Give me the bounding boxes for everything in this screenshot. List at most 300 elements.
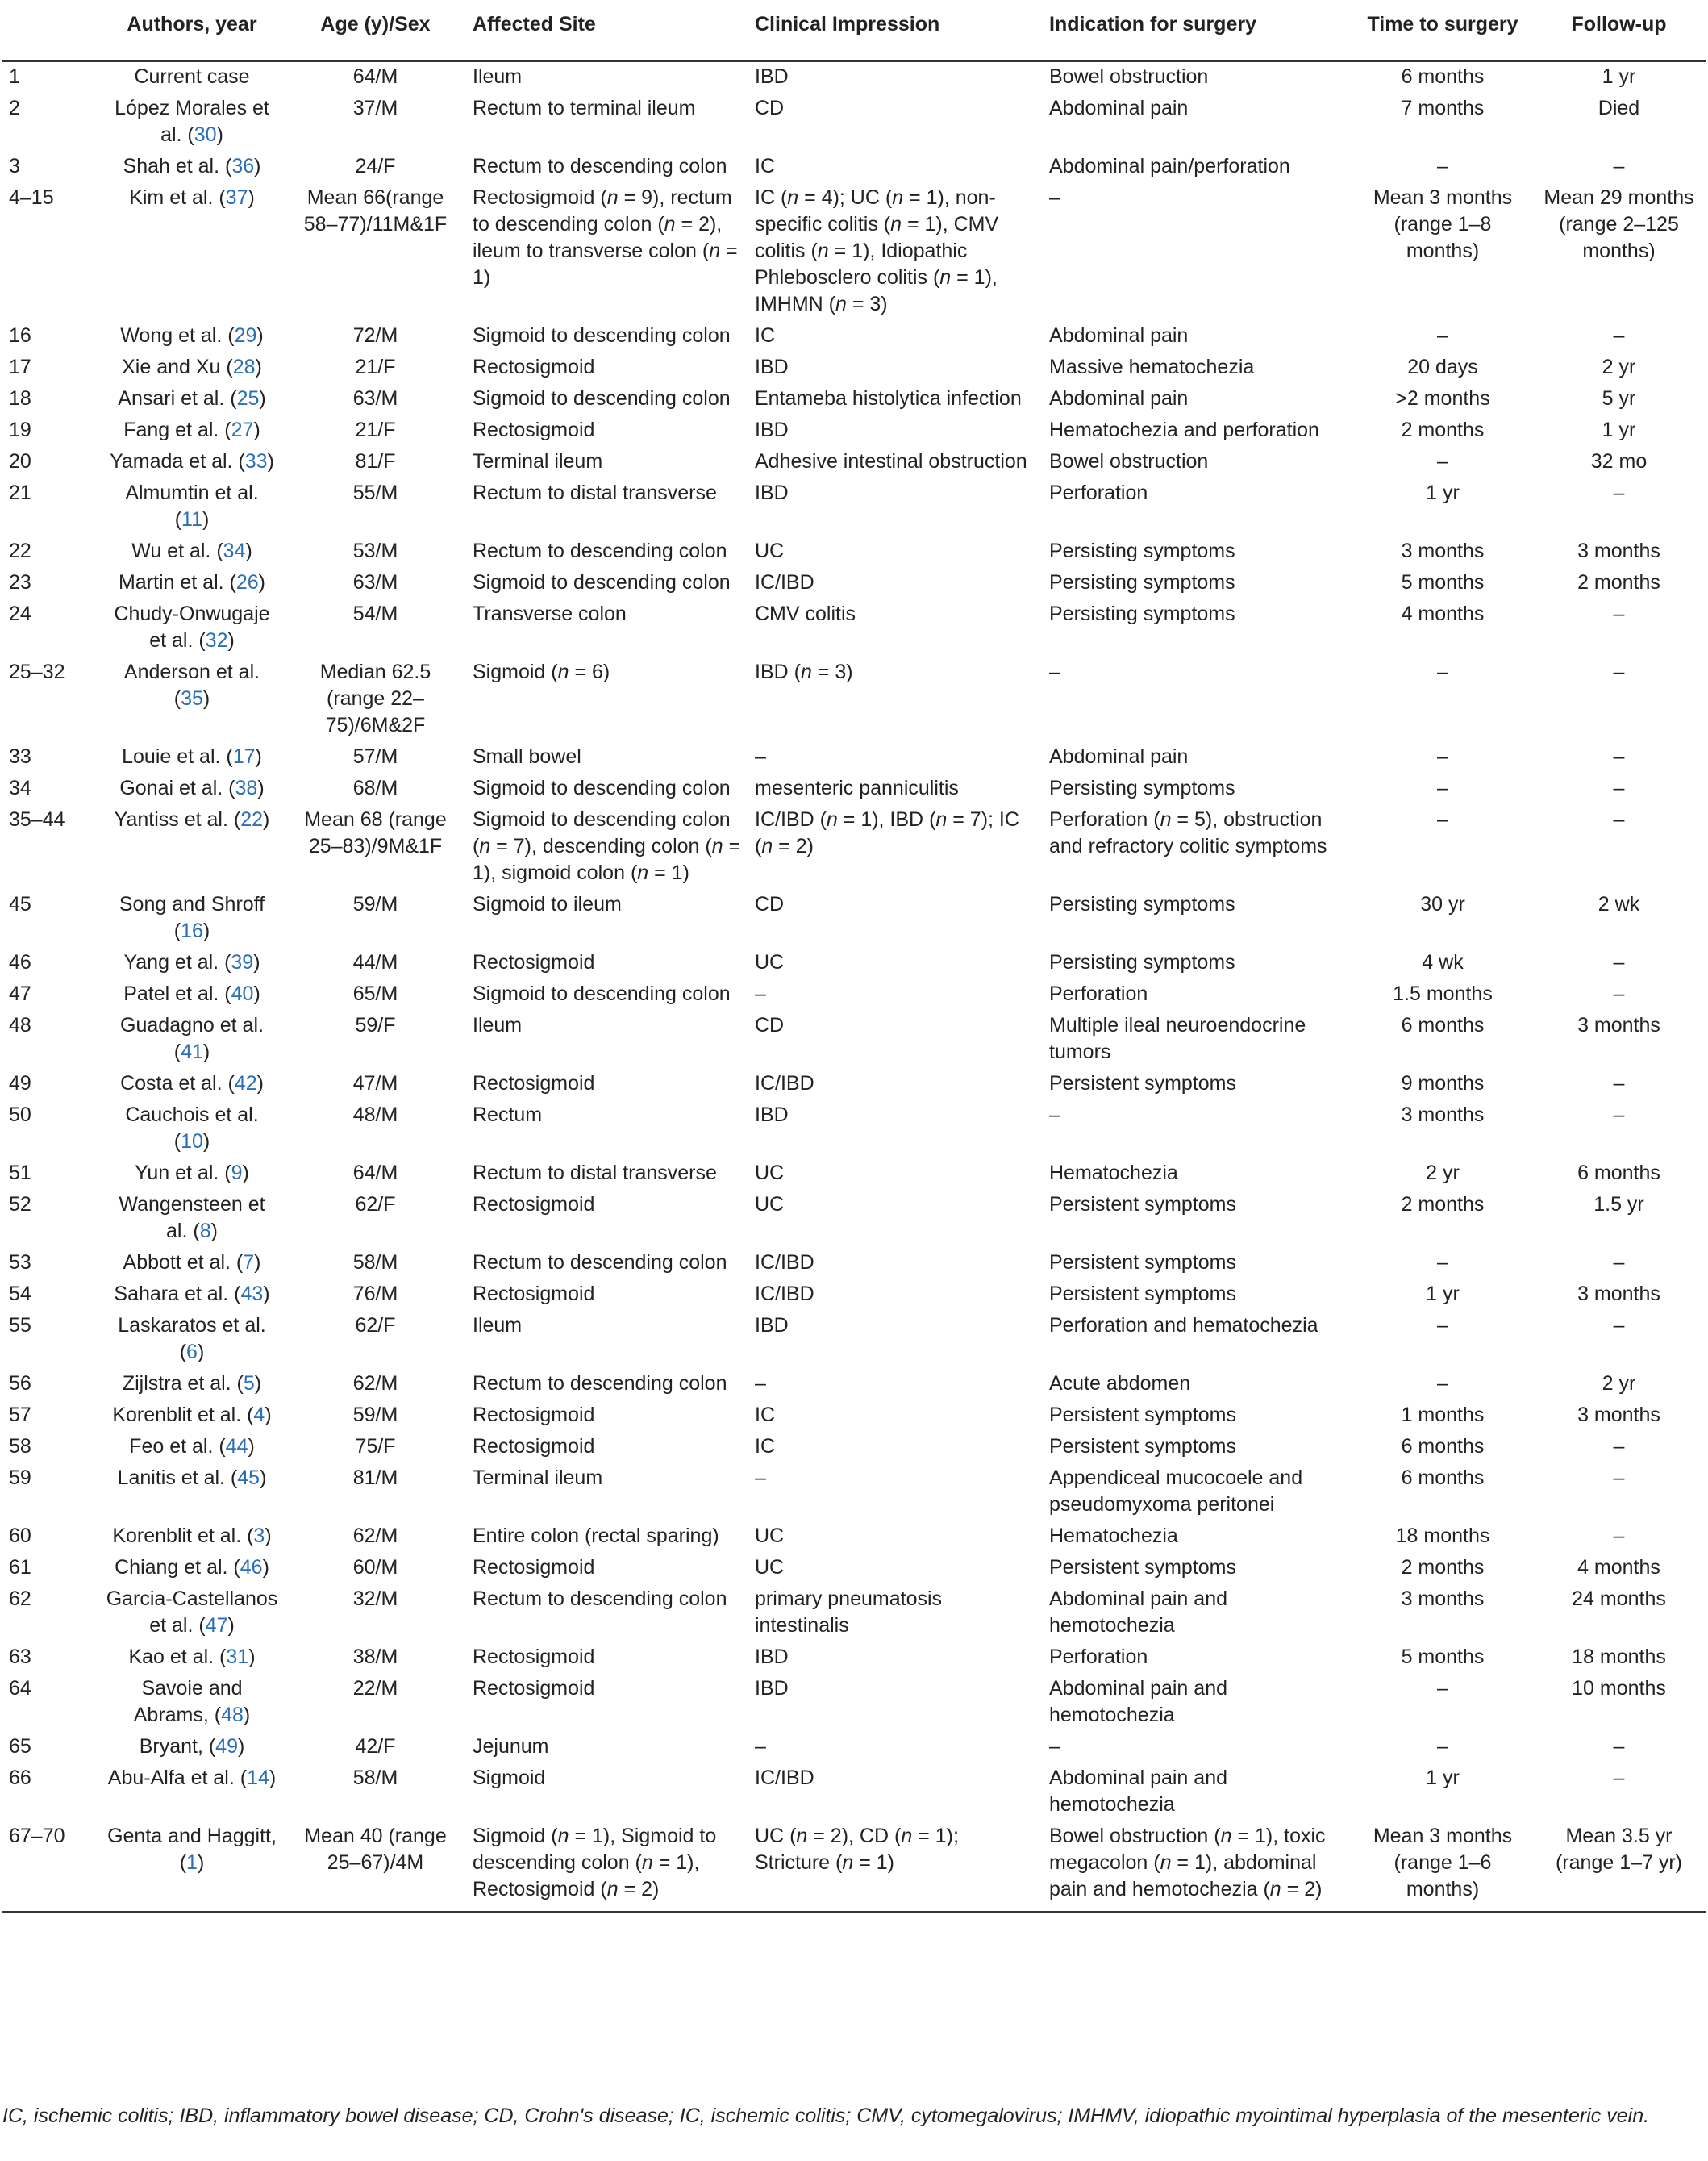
affected-site-cell: Terminal ileum — [473, 450, 603, 473]
author-cell — [99, 774, 285, 805]
age-sex-cell: 21/F — [355, 419, 396, 441]
author-cell — [99, 1821, 285, 1912]
reference-link[interactable]: 6 — [186, 1341, 198, 1363]
author-cell — [99, 568, 285, 599]
table-row — [2, 1069, 1706, 1100]
follow-up-cell: 3 months — [1577, 1014, 1660, 1037]
author-cell — [99, 1584, 285, 1642]
time-to-surgery-cell: 4 wk — [1422, 951, 1464, 974]
affected-site-cell: Sigmoid to descending colon — [473, 777, 731, 799]
affected-site-cell: Ileum — [473, 1014, 523, 1037]
affected-site-cell: Rectosigmoid — [473, 419, 595, 441]
author-name: Almumtin et al. ( — [125, 482, 259, 531]
affected-site-cell: Entire colon (rectal sparing) — [473, 1525, 719, 1547]
age-sex-cell: 62/F — [355, 1314, 396, 1337]
time-to-surgery-cell: 5 months — [1401, 571, 1485, 594]
indication-cell: Hematochezia — [1049, 1162, 1178, 1184]
author-cell — [99, 742, 285, 774]
age-sex-cell: 59/F — [355, 1014, 396, 1037]
affected-site-cell: Sigmoid to ileum — [473, 893, 622, 916]
affected-site-cell: Rectum to terminal ileum — [473, 97, 696, 119]
indication-cell: Acute abdomen — [1049, 1372, 1191, 1395]
author-cell — [99, 1553, 285, 1584]
age-sex-cell: Mean 68 (range 25–83)/9M&1F — [304, 808, 447, 857]
author-name: Costa et al. ( — [120, 1072, 235, 1095]
follow-up-cell: 1 yr — [1602, 419, 1636, 441]
author-cell — [99, 1674, 285, 1732]
age-sex-cell: 59/M — [352, 1404, 398, 1426]
indication-cell: Persisting symptoms — [1049, 951, 1235, 974]
affected-site-cell: Rectosigmoid — [473, 1404, 595, 1426]
clinical-impression-cell: IBD — [755, 1103, 789, 1126]
author-cell — [99, 1311, 285, 1369]
author-cell — [99, 1763, 285, 1821]
indication-cell: Persistent symptoms — [1049, 1556, 1237, 1579]
clinical-impression-cell: IC/IBD — [755, 571, 814, 594]
clinical-impression-cell: UC — [755, 540, 785, 562]
author-cell — [99, 1732, 285, 1763]
author-name: Anderson et al. ( — [123, 661, 260, 710]
table-row — [2, 1400, 1706, 1432]
clinical-impression-cell: UC — [755, 1193, 785, 1216]
affected-site-cell: Rectum to descending colon — [473, 1587, 727, 1610]
reference-link[interactable]: 36 — [231, 155, 255, 177]
row-index: 54 — [9, 1283, 31, 1305]
author-name: Korenblit et al. ( — [112, 1525, 254, 1547]
header-affected-site: Affected Site — [466, 0, 748, 61]
table-row — [2, 384, 1706, 415]
row-index: 57 — [9, 1404, 31, 1426]
time-to-surgery-cell: 7 months — [1401, 97, 1485, 119]
author-cell — [99, 1011, 285, 1069]
time-to-surgery-cell: 1 months — [1401, 1404, 1485, 1426]
reference-link[interactable]: 3 — [253, 1525, 265, 1547]
table-row — [2, 568, 1706, 599]
author-name: Sahara et al. ( — [114, 1283, 241, 1305]
time-to-surgery-cell: Mean 3 months (range 1–8 months) — [1373, 186, 1513, 262]
row-index: 18 — [9, 387, 31, 410]
table-row — [2, 1011, 1706, 1069]
author-cell — [99, 1158, 285, 1190]
reference-link[interactable]: 14 — [247, 1767, 269, 1789]
row-index: 17 — [9, 356, 31, 378]
reference-close-paren: ) — [216, 123, 223, 146]
table-row — [2, 1584, 1706, 1642]
indication-cell: Abdominal pain — [1049, 324, 1189, 347]
affected-site-cell: Rectosigmoid — [473, 1435, 595, 1458]
clinical-impression-cell: IBD — [755, 356, 789, 378]
affected-site-cell: Sigmoid (n = 1), Sigmoid to descending colon (n = 1), Rectosigmoid (n = 2) — [466, 1821, 748, 1912]
affected-site-cell: Rectosigmoid — [473, 951, 595, 974]
follow-up-cell: 2 wk — [1598, 893, 1640, 916]
time-to-surgery-cell: >2 months — [1395, 387, 1490, 410]
time-to-surgery-cell: – — [1437, 324, 1448, 347]
follow-up-cell: 18 months — [1572, 1646, 1666, 1668]
indication-cell: Multiple ileal neuroendocrine tumors — [1049, 1014, 1306, 1063]
affected-site-cell: Rectum to descending colon — [473, 155, 727, 177]
time-to-surgery-cell: – — [1437, 155, 1448, 177]
header-age-sex: Age (y)/Sex — [285, 0, 466, 61]
age-sex-cell: 42/F — [355, 1735, 396, 1758]
clinical-impression-cell: – — [755, 982, 766, 1005]
age-sex-cell: 32/M — [352, 1587, 398, 1610]
table-row — [2, 1463, 1706, 1521]
affected-site-cell: Terminal ileum — [473, 1466, 603, 1489]
table-row — [2, 1821, 1706, 1912]
reference-close-paren: ) — [202, 1130, 210, 1153]
age-sex-cell: 44/M — [352, 951, 398, 974]
follow-up-cell: – — [1613, 1767, 1625, 1789]
reference-link[interactable]: 44 — [225, 1435, 248, 1458]
author-cell — [99, 805, 285, 890]
affected-site-cell: Sigmoid to descending colon — [473, 571, 731, 594]
affected-site-cell: Rectosigmoid — [473, 1646, 595, 1668]
clinical-impression-cell: UC — [755, 1556, 785, 1579]
author-name: Yantiss et al. ( — [114, 808, 241, 831]
indication-cell: Hematochezia and perforation — [1049, 419, 1319, 441]
time-to-surgery-cell: Mean 3 months (range 1–6 months) — [1353, 1821, 1532, 1912]
author-name: Garcia-Castellanos et al. ( — [106, 1587, 278, 1637]
reference-link[interactable]: 1 — [186, 1851, 198, 1874]
table-row — [2, 447, 1706, 478]
clinical-impression-cell: CMV colitis — [755, 603, 856, 625]
reference-close-paren: ) — [243, 1704, 251, 1726]
author-cell — [99, 1069, 285, 1100]
follow-up-cell: – — [1613, 324, 1625, 347]
table-row — [2, 1158, 1706, 1190]
reference-link[interactable]: 45 — [237, 1466, 260, 1489]
reference-link[interactable]: 33 — [244, 450, 268, 473]
reference-close-paren: ) — [263, 1283, 270, 1305]
row-index: 50 — [9, 1103, 31, 1126]
age-sex-cell: 38/M — [352, 1646, 398, 1668]
indication-cell: Bowel obstruction (n = 1), toxic megacolon (n = 1), abdominal pain and hemotochezia (n = 2) — [1043, 1821, 1353, 1912]
author-name: Korenblit et al. ( — [112, 1404, 254, 1426]
author-name: Bryant, ( — [139, 1735, 216, 1758]
indication-cell: Persisting symptoms — [1049, 603, 1235, 625]
row-index: 65 — [9, 1735, 31, 1758]
follow-up-cell: – — [1613, 482, 1625, 504]
table-row — [2, 1642, 1706, 1674]
table-row — [2, 183, 1706, 321]
author-name: Chiang et al. ( — [115, 1556, 240, 1579]
author-name: Xie and Xu ( — [122, 356, 233, 378]
reference-link[interactable]: 11 — [181, 508, 202, 531]
reference-close-paren: ) — [197, 1851, 205, 1874]
follow-up-cell: – — [1613, 951, 1625, 974]
reference-link[interactable]: 47 — [205, 1614, 228, 1637]
author-name: Lanitis et al. ( — [117, 1466, 238, 1489]
clinical-impression-cell: IBD — [755, 1646, 789, 1668]
table-row — [2, 61, 1706, 94]
table-row — [2, 979, 1706, 1011]
reference-link[interactable]: 9 — [231, 1162, 243, 1184]
table-row — [2, 478, 1706, 536]
reference-link[interactable]: 10 — [181, 1130, 203, 1153]
indication-cell: Appendiceal mucocoele and pseudomyxoma peritonei — [1049, 1466, 1303, 1516]
reference-link[interactable]: 26 — [235, 571, 259, 594]
indication-cell: Persistent symptoms — [1049, 1193, 1237, 1216]
author-cell — [99, 1463, 285, 1521]
case-table — [2, 0, 1706, 1913]
reference-link[interactable]: 42 — [234, 1072, 257, 1095]
reference-close-paren: ) — [248, 186, 255, 209]
affected-site-cell: Rectum to distal transverse — [473, 1162, 717, 1184]
author-name: Genta and Haggitt, ( — [107, 1825, 277, 1874]
follow-up-cell: – — [1613, 1435, 1625, 1458]
age-sex-cell: 48/M — [352, 1103, 398, 1126]
age-sex-cell: 62/F — [355, 1193, 396, 1216]
table-row — [2, 1674, 1706, 1732]
reference-close-paren: ) — [260, 1466, 267, 1489]
indication-cell: Massive hematochezia — [1049, 356, 1255, 378]
table-row — [2, 1279, 1706, 1311]
reference-link[interactable]: 5 — [243, 1372, 255, 1395]
affected-site-cell: Sigmoid to descending colon (n = 7), descending colon (n = 1), sigmoid colon (n = 1) — [473, 808, 741, 884]
reference-link[interactable]: 48 — [221, 1704, 244, 1726]
affected-site-cell: Rectosigmoid — [473, 356, 595, 378]
author-cell — [99, 384, 285, 415]
time-to-surgery-cell: 1 yr — [1426, 482, 1460, 504]
author-cell — [99, 183, 285, 321]
author-cell — [99, 1642, 285, 1674]
row-index: 25–32 — [9, 661, 65, 683]
reference-link[interactable]: 27 — [231, 419, 254, 441]
author-cell — [99, 1369, 285, 1400]
age-sex-cell: 57/M — [352, 745, 398, 768]
row-index: 22 — [9, 540, 31, 562]
indication-cell: Abdominal pain and hemotochezia — [1049, 1767, 1227, 1816]
reference-close-paren: ) — [210, 1220, 218, 1242]
follow-up-cell: 4 months — [1577, 1556, 1660, 1579]
follow-up-cell: 6 months — [1577, 1162, 1660, 1184]
reference-close-paren: ) — [269, 1767, 277, 1789]
reference-link[interactable]: 17 — [232, 745, 256, 768]
follow-up-cell: – — [1613, 1251, 1625, 1274]
reference-close-paren: ) — [253, 982, 260, 1005]
clinical-impression-cell: – — [755, 745, 766, 768]
follow-up-cell: – — [1613, 603, 1625, 625]
time-to-surgery-cell: 1.5 months — [1393, 982, 1493, 1005]
author-cell — [99, 1279, 285, 1311]
reference-link[interactable]: 31 — [226, 1646, 249, 1668]
time-to-surgery-cell: 2 months — [1401, 1556, 1485, 1579]
time-to-surgery-cell: 18 months — [1395, 1525, 1490, 1547]
reference-close-paren: ) — [202, 920, 210, 942]
time-to-surgery-cell: 2 yr — [1426, 1162, 1460, 1184]
reference-link[interactable]: 22 — [240, 808, 264, 831]
author-name: Current case — [134, 65, 250, 88]
author-cell — [99, 657, 285, 742]
table-row — [2, 1732, 1706, 1763]
time-to-surgery-cell: – — [1437, 1314, 1448, 1337]
affected-site-cell: Rectosigmoid (n = 9), rectum to descending colon (n = 2), ileum to transverse colon (n = 1) — [473, 186, 738, 289]
reference-link[interactable]: 40 — [231, 982, 254, 1005]
age-sex-cell: Mean 40 (range 25–67)/4M — [285, 1821, 466, 1912]
author-name: Laskaratos et al. ( — [118, 1314, 266, 1363]
author-name: Wu et al. ( — [131, 540, 223, 562]
author-name: Abbott et al. ( — [123, 1251, 244, 1274]
age-sex-cell: 22/M — [352, 1677, 398, 1700]
indication-cell: Perforation — [1049, 982, 1148, 1005]
reference-close-paren: ) — [202, 1041, 210, 1063]
affected-site-cell: Rectosigmoid — [473, 1556, 595, 1579]
clinical-impression-cell: – — [755, 1466, 766, 1489]
reference-link[interactable]: 38 — [235, 777, 258, 799]
indication-cell: Abdominal pain/perforation — [1049, 155, 1290, 177]
reference-link[interactable]: 49 — [215, 1735, 238, 1758]
reference-link[interactable]: 25 — [236, 387, 260, 410]
indication-cell: Perforation and hematochezia — [1049, 1314, 1318, 1337]
indication-cell: Persisting symptoms — [1049, 777, 1235, 799]
affected-site-cell: Ileum — [473, 65, 523, 88]
row-index: 51 — [9, 1162, 31, 1184]
time-to-surgery-cell: – — [1437, 450, 1448, 473]
follow-up-cell: 10 months — [1572, 1677, 1666, 1700]
row-index: 19 — [9, 419, 31, 441]
clinical-impression-cell: CD — [755, 893, 785, 916]
author-name: Cauchois et al. ( — [125, 1103, 259, 1153]
indication-cell: – — [1049, 186, 1060, 209]
age-sex-cell: 60/M — [352, 1556, 398, 1579]
author-name: Guadagno et al. ( — [120, 1014, 264, 1063]
row-index: 20 — [9, 450, 31, 473]
author-name: Song and Shroff ( — [119, 893, 265, 942]
reference-link[interactable]: 16 — [181, 920, 203, 942]
reference-close-paren: ) — [259, 387, 266, 410]
follow-up-cell: 3 months — [1577, 540, 1660, 562]
clinical-impression-cell: UC (n = 2), CD (n = 1); Stricture (n = 1) — [748, 1821, 1043, 1912]
table-row — [2, 1763, 1706, 1821]
reference-close-paren: ) — [265, 1525, 272, 1547]
author-cell — [99, 94, 285, 152]
reference-close-paren: ) — [256, 1072, 264, 1095]
reference-link[interactable]: 39 — [231, 951, 254, 974]
follow-up-cell: 1 yr — [1602, 65, 1636, 88]
reference-link[interactable]: 32 — [205, 629, 228, 652]
reference-link[interactable]: 8 — [199, 1220, 211, 1242]
author-name: Shah et al. ( — [123, 155, 232, 177]
reference-link[interactable]: 43 — [240, 1283, 264, 1305]
author-cell — [99, 536, 285, 568]
time-to-surgery-cell: 5 months — [1401, 1646, 1485, 1668]
follow-up-cell: 3 months — [1577, 1404, 1660, 1426]
time-to-surgery-cell: 4 months — [1401, 603, 1485, 625]
author-name: Wangensteen et al. ( — [119, 1193, 265, 1242]
age-sex-cell: 72/M — [352, 324, 398, 347]
author-cell — [99, 321, 285, 353]
table-row — [2, 1432, 1706, 1463]
row-index: 62 — [9, 1587, 31, 1610]
age-sex-cell: 53/M — [352, 540, 398, 562]
age-sex-cell: Mean 66(range 58–77)/11M&1F — [303, 186, 448, 236]
indication-cell: Persistent symptoms — [1049, 1072, 1237, 1095]
follow-up-cell: – — [1613, 661, 1625, 683]
row-index: 64 — [9, 1677, 31, 1700]
reference-link[interactable]: 34 — [223, 540, 246, 562]
reference-link[interactable]: 28 — [232, 356, 256, 378]
indication-cell: Persisting symptoms — [1049, 540, 1235, 562]
reference-close-paren: ) — [202, 687, 210, 710]
follow-up-cell: Died — [1598, 97, 1640, 119]
reference-close-paren: ) — [227, 1614, 235, 1637]
author-cell — [99, 1248, 285, 1279]
reference-close-paren: ) — [237, 1735, 245, 1758]
table-row — [2, 657, 1706, 742]
table-row — [2, 890, 1706, 948]
author-name: Yamada et al. ( — [110, 450, 245, 473]
reference-link[interactable]: 4 — [253, 1404, 265, 1426]
time-to-surgery-cell: 9 months — [1401, 1072, 1485, 1095]
clinical-impression-cell: UC — [755, 951, 785, 974]
time-to-surgery-cell: 6 months — [1401, 1466, 1485, 1489]
table-row — [2, 774, 1706, 805]
table-row — [2, 805, 1706, 890]
time-to-surgery-cell: – — [1437, 1251, 1448, 1274]
reference-close-paren: ) — [227, 629, 235, 652]
age-sex-cell: 68/M — [352, 777, 398, 799]
author-cell — [99, 1400, 285, 1432]
clinical-impression-cell: Adhesive intestinal obstruction — [755, 450, 1027, 473]
reference-close-paren: ) — [267, 450, 274, 473]
clinical-impression-cell: IBD — [755, 419, 789, 441]
table-row — [2, 599, 1706, 657]
follow-up-cell: – — [1613, 1466, 1625, 1489]
author-cell — [99, 152, 285, 183]
row-index: 63 — [9, 1646, 31, 1668]
age-sex-cell: 64/M — [352, 65, 398, 88]
reference-link[interactable]: 35 — [181, 687, 203, 710]
reference-link[interactable]: 29 — [234, 324, 257, 347]
author-name: Chudy-Onwugaje et al. ( — [114, 603, 270, 652]
author-name: Louie et al. ( — [122, 745, 233, 768]
reference-link[interactable]: 46 — [240, 1556, 263, 1579]
clinical-impression-cell: IC — [755, 1435, 775, 1458]
age-sex-cell: 58/M — [352, 1251, 398, 1274]
author-cell — [99, 948, 285, 979]
affected-site-cell: Rectosigmoid — [473, 1677, 595, 1700]
author-name: Ansari et al. ( — [118, 387, 237, 410]
table-row — [2, 536, 1706, 568]
follow-up-cell: – — [1613, 155, 1625, 177]
author-cell — [99, 478, 285, 536]
author-cell — [99, 1100, 285, 1158]
author-name: Wong et al. ( — [120, 324, 235, 347]
affected-site-cell: Sigmoid (n = 6) — [473, 661, 610, 683]
author-name: Zijlstra et al. ( — [122, 1372, 244, 1395]
author-cell — [99, 979, 285, 1011]
table-row — [2, 321, 1706, 353]
table-row — [2, 1521, 1706, 1553]
follow-up-cell: 2 months — [1577, 571, 1660, 594]
reference-link[interactable]: 37 — [225, 186, 248, 209]
reference-link[interactable]: 30 — [194, 123, 217, 146]
reference-close-paren: ) — [262, 1556, 269, 1579]
follow-up-cell: – — [1613, 808, 1625, 831]
clinical-impression-cell: IC (n = 4); UC (n = 1), non-specific colitis (n = 1), CMV colitis (n = 1), Idiopathic Phlebosclero colitis (n = 1), IMHMN (n = 3) — [755, 186, 999, 315]
clinical-impression-cell: IC/IBD — [755, 1283, 814, 1305]
reference-close-paren: ) — [254, 1251, 261, 1274]
reference-close-paren: ) — [254, 1372, 262, 1395]
follow-up-cell: 3 months — [1577, 1283, 1660, 1305]
reference-link[interactable]: 41 — [181, 1041, 203, 1063]
row-index: 60 — [9, 1525, 31, 1547]
age-sex-cell: 64/M — [352, 1162, 398, 1184]
clinical-impression-cell: – — [755, 1735, 766, 1758]
reference-link[interactable]: 7 — [243, 1251, 255, 1274]
author-cell — [99, 61, 285, 94]
header-authors: Authors, year — [99, 0, 285, 61]
